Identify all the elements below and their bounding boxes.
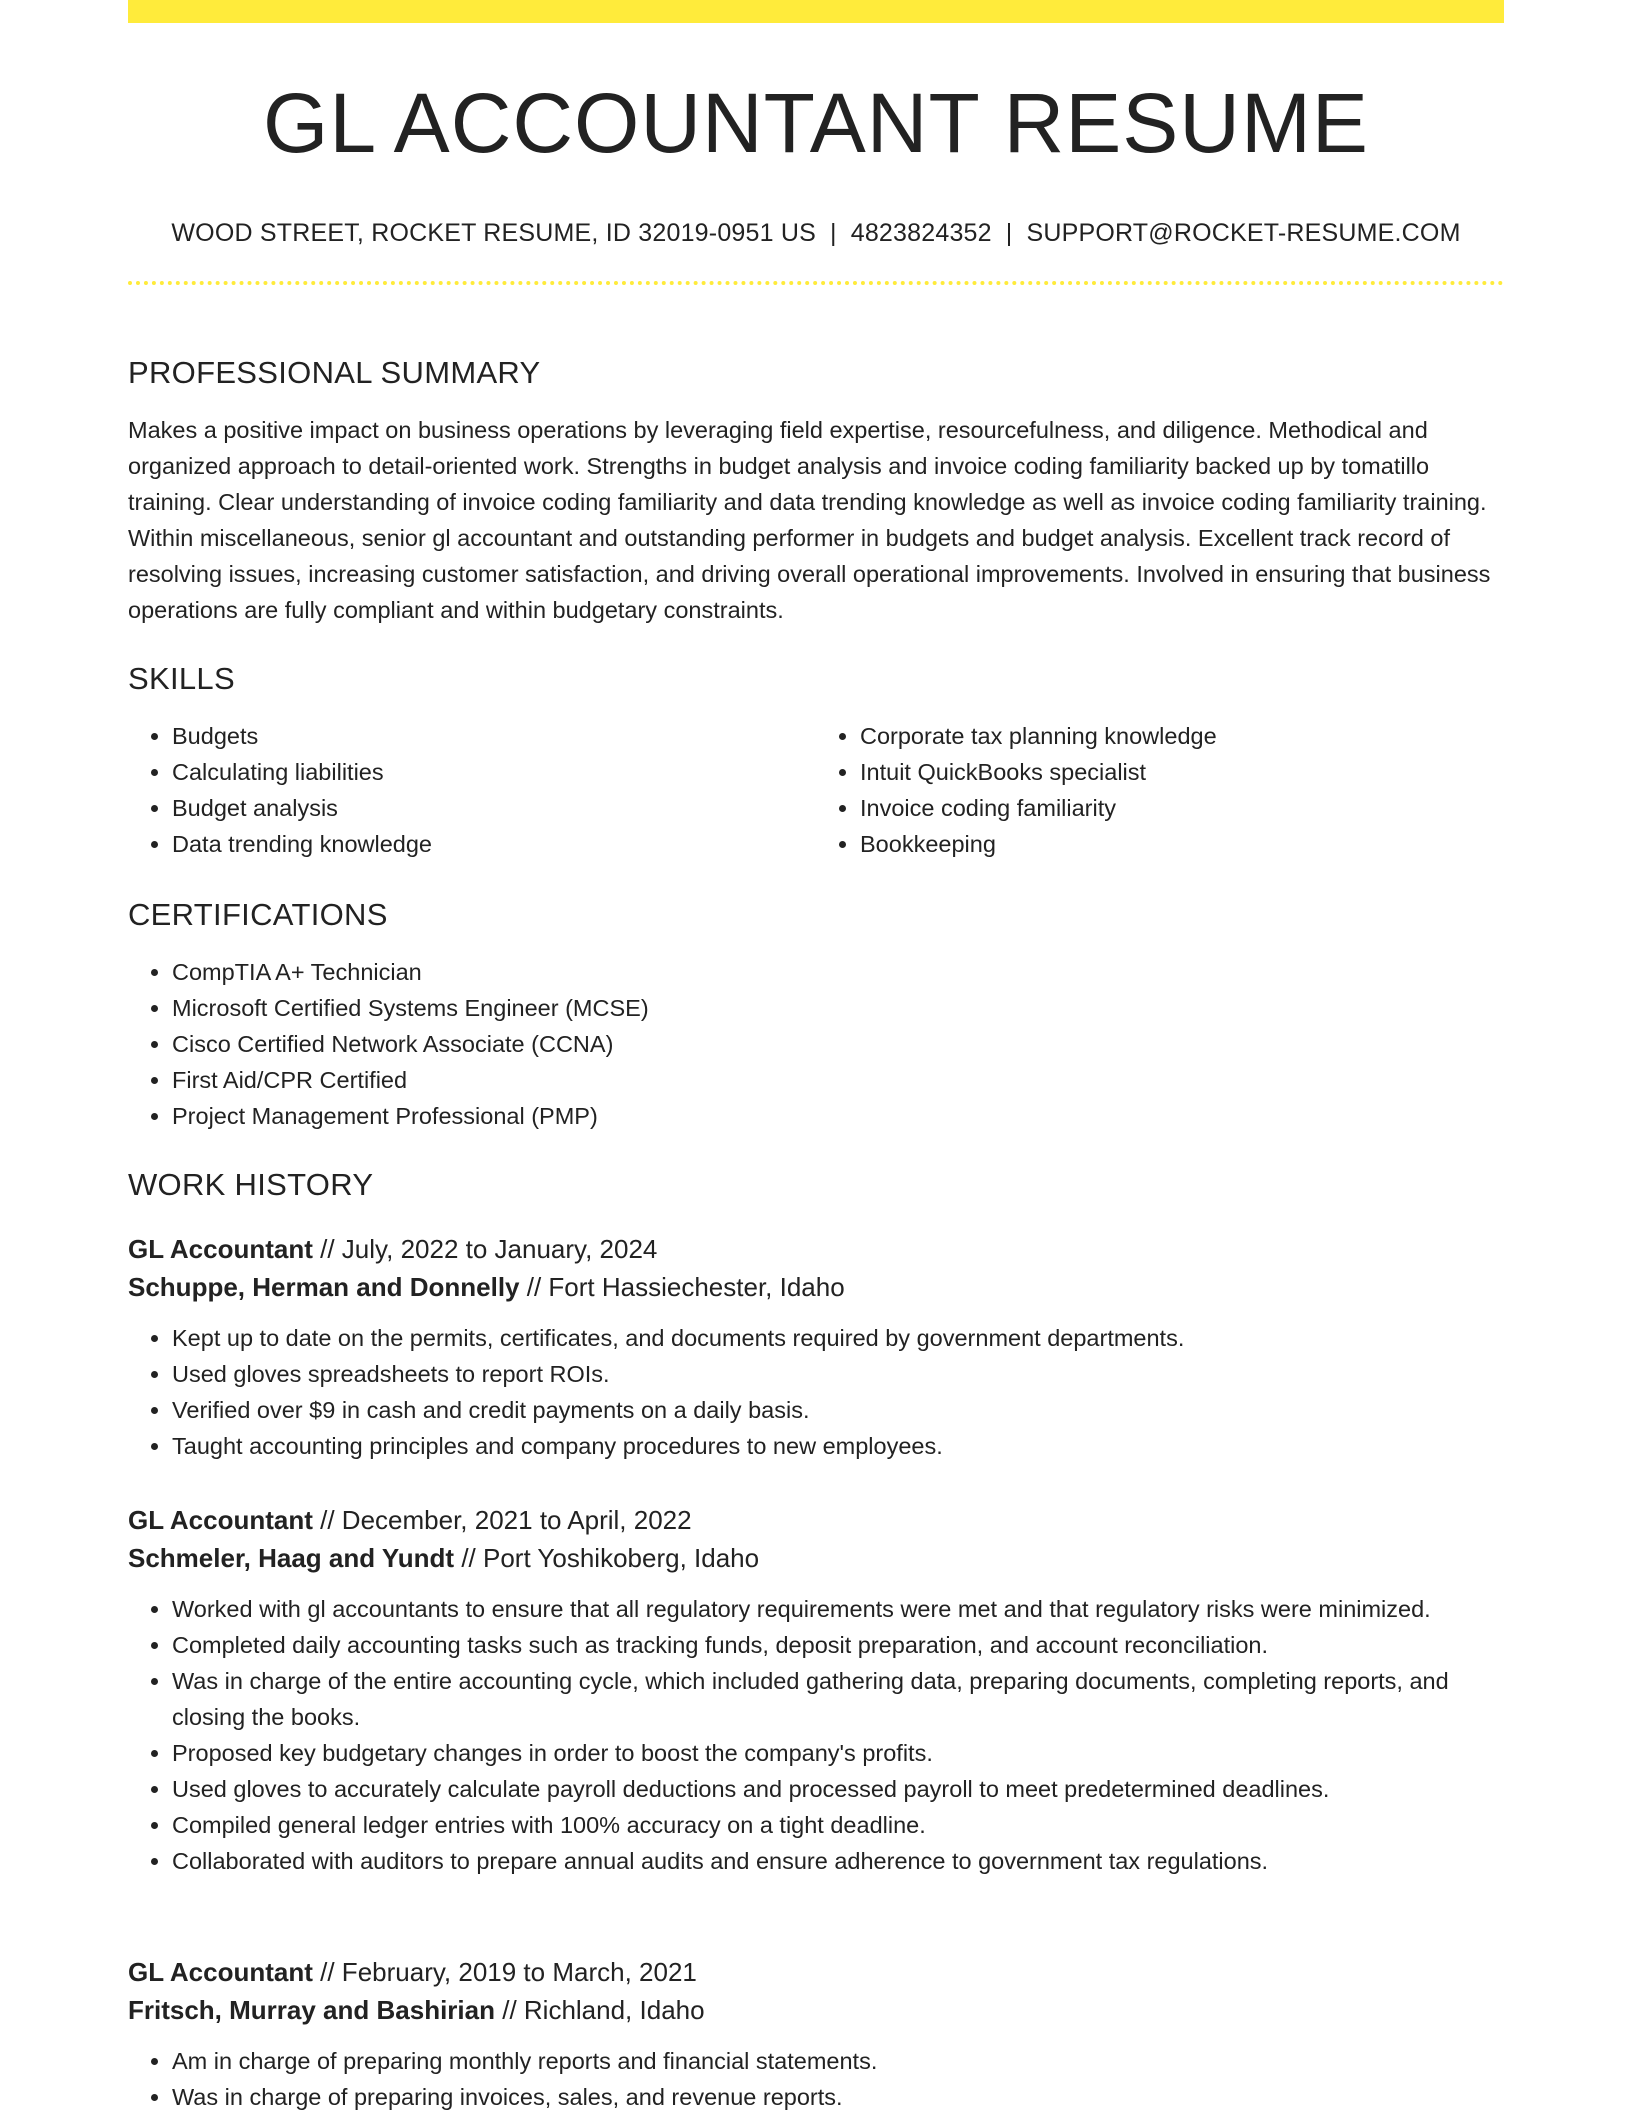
list-item: • Budgets	[172, 718, 816, 754]
contact-address: WOOD STREET, ROCKET RESUME, ID 32019-0951 US	[171, 219, 817, 247]
section-heading-work-history: WORK HISTORY	[128, 1167, 374, 1202]
section-heading-summary: PROFESSIONAL SUMMARY	[128, 355, 541, 390]
contact-line	[128, 217, 1504, 249]
job-bullets	[128, 2043, 1504, 2115]
list-item: • Intuit QuickBooks specialist	[860, 754, 1504, 790]
list-item: • Collaborated with auditors to prepare annual audits and ensure adherence to government tax regulations.	[172, 1843, 1504, 1879]
list-item: • Bookkeeping	[860, 826, 1504, 862]
list-item: • Invoice coding familiarity	[860, 790, 1504, 826]
summary-text: Makes a positive impact on business operations by leveraging field expertise, resourcefulness, and diligence. Methodical and organized approach to detail-oriented work. Strengths in budget analysis and invoice coding familiarity backed up by tomatillo training. Clear understanding of invoice coding familiarity and data trending knowledge as well as invoice coding familiarity training. Within miscellaneous, senior gl accountant and outstanding performer in budgets and budget analysis. Excellent track record of resolving issues, increasing customer satisfaction, and driving overall operational improvements. Involved in ensuring that business operations are fully compliant and within budgetary constraints.	[128, 417, 1491, 623]
list-item: • Calculating liabilities	[172, 754, 816, 790]
list-item: • Taught accounting principles and company procedures to new employees.	[172, 1428, 1504, 1464]
job-dates: // February, 2019 to March, 2021	[320, 1957, 697, 1987]
summary-section	[128, 354, 1504, 628]
list-item: • CompTIA A+ Technician	[172, 954, 1504, 990]
job-dates: // July, 2022 to January, 2024	[320, 1234, 658, 1264]
list-item: • Project Management Professional (PMP)	[172, 1098, 1504, 1134]
skills-section	[128, 660, 1504, 862]
list-item: • Verified over $9 in cash and credit payments on a daily basis.	[172, 1392, 1504, 1428]
work-history-section	[128, 1166, 1504, 1204]
list-item: • Budget analysis	[172, 790, 816, 826]
list-item: • Proposed key budgetary changes in order to boost the company's profits.	[172, 1735, 1504, 1771]
job-location: // Port Yoshikoberg, Idaho	[461, 1543, 760, 1573]
job-location: // Richland, Idaho	[502, 1995, 705, 2025]
job-entry	[128, 1501, 1504, 1879]
list-item: • Used gloves spreadsheets to report ROIs.	[172, 1356, 1504, 1392]
job-title: GL Accountant	[128, 1505, 313, 1535]
list-item: • Microsoft Certified Systems Engineer (MCSE)	[172, 990, 1504, 1026]
contact-phone: 4823824352	[850, 219, 992, 247]
list-item: • Was in charge of the entire accounting cycle, which included gathering data, preparing documents, completing reports, and closing the books.	[172, 1663, 1504, 1735]
list-item: • Used gloves to accurately calculate payroll deductions and processed payroll to meet predetermined deadlines.	[172, 1771, 1504, 1807]
job-title-line	[128, 1953, 1504, 1991]
resume-page	[128, 0, 1504, 2110]
job-title: GL Accountant	[128, 1234, 313, 1264]
section-heading-certifications: CERTIFICATIONS	[128, 897, 388, 932]
header-divider	[128, 281, 1504, 285]
job-title-line	[128, 1230, 1504, 1268]
list-item: • Corporate tax planning knowledge	[860, 718, 1504, 754]
job-title-line	[128, 1501, 1504, 1539]
section-heading-skills: SKILLS	[128, 661, 235, 696]
list-item: • First Aid/CPR Certified	[172, 1062, 1504, 1098]
job-entry	[128, 1953, 1504, 2115]
job-title: GL Accountant	[128, 1957, 313, 1987]
list-item: • Am in charge of preparing monthly reports and financial statements.	[172, 2043, 1504, 2079]
job-bullets	[128, 1591, 1504, 1879]
job-entry	[128, 1230, 1504, 1464]
list-item: • Was in charge of preparing invoices, sales, and revenue reports.	[172, 2079, 1504, 2115]
skills-list-left	[128, 718, 816, 862]
contact-separator: |	[1005, 219, 1013, 247]
job-company-line	[128, 1539, 1504, 1577]
accent-top-bar	[128, 0, 1504, 23]
list-item: • Data trending knowledge	[172, 826, 816, 862]
contact-separator: |	[830, 219, 837, 247]
list-item: • Cisco Certified Network Associate (CCNA)	[172, 1026, 1504, 1062]
contact-email: SUPPORT@ROCKET-RESUME.COM	[1026, 219, 1461, 247]
job-company: Schmeler, Haag and Yundt	[128, 1543, 455, 1573]
list-item: • Completed daily accounting tasks such as tracking funds, deposit preparation, and account reconciliation.	[172, 1627, 1504, 1663]
list-item: • Worked with gl accountants to ensure that all regulatory requirements were met and that regulatory risks were minimized.	[172, 1591, 1504, 1627]
skills-columns	[128, 718, 1504, 862]
job-company: Schuppe, Herman and Donnelly	[128, 1272, 520, 1302]
list-item: • Compiled general ledger entries with 100% accuracy on a tight deadline.	[172, 1807, 1504, 1843]
job-dates: // December, 2021 to April, 2022	[320, 1505, 692, 1535]
list-item: • Kept up to date on the permits, certificates, and documents required by government departments.	[172, 1320, 1504, 1356]
job-company: Fritsch, Murray and Bashirian	[128, 1995, 495, 2025]
certifications-section	[128, 896, 1504, 1134]
job-company-line	[128, 1991, 1504, 2029]
job-bullets	[128, 1320, 1504, 1464]
page-title: GL ACCOUNTANT RESUME	[263, 76, 1369, 170]
job-company-line	[128, 1268, 1504, 1306]
certifications-list	[128, 954, 1504, 1134]
skills-list-right	[816, 718, 1504, 862]
job-location: // Fort Hassiechester, Idaho	[526, 1272, 845, 1302]
